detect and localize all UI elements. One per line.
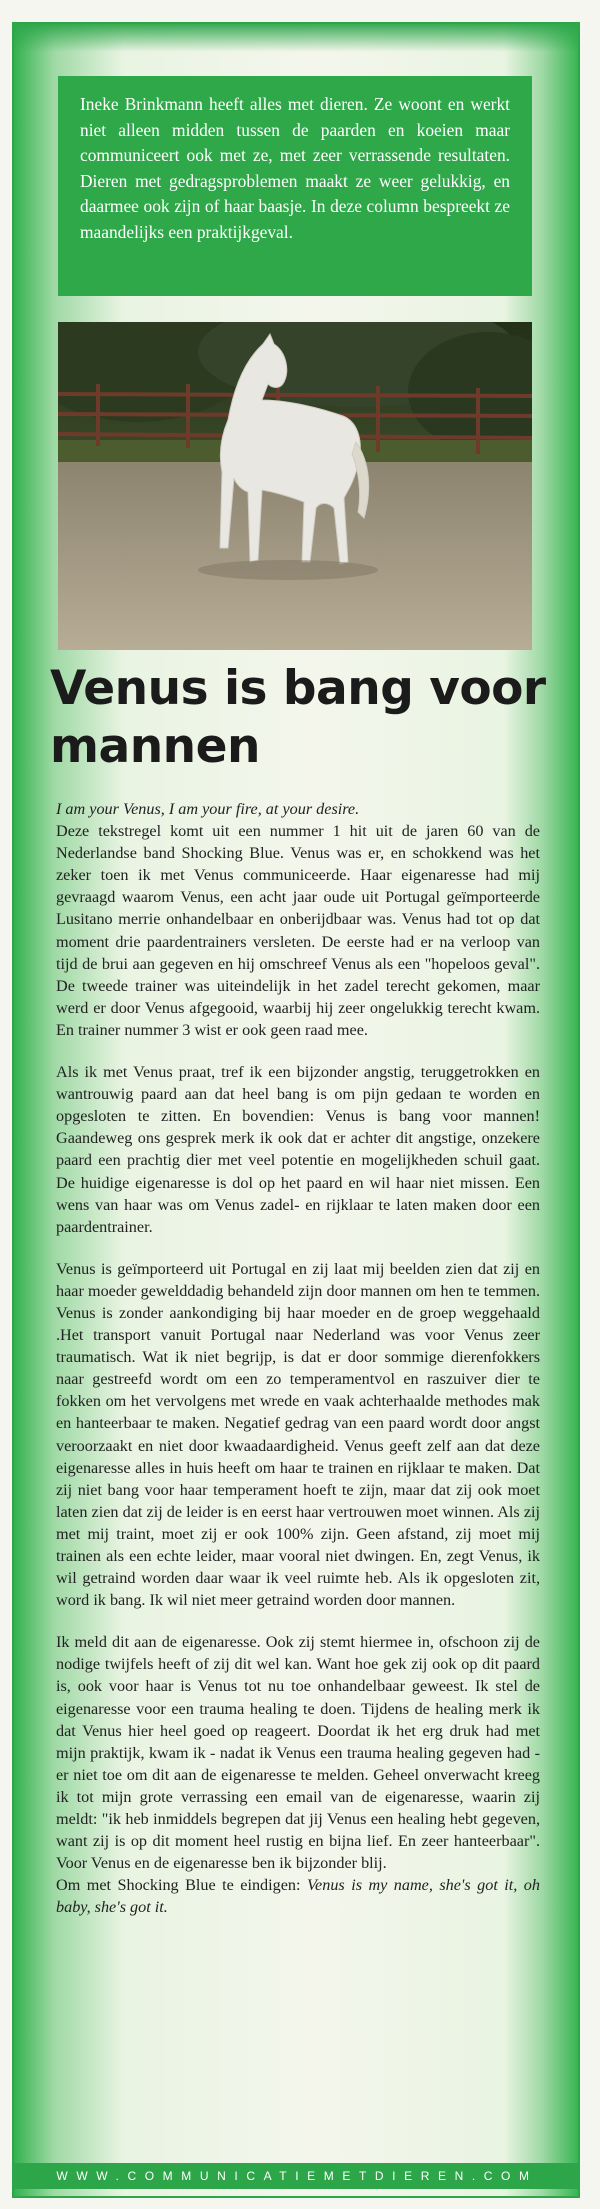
footer-url[interactable]: WWW.COMMUNICATIEMETDIEREN.COM [14, 2163, 580, 2189]
paragraph-3: Venus is geïmporteerd uit Portugal en zij laat mij beelden zien dat zij en haar moeder gewelddadig behandeld zijn door mannen om hen te temmen. Venus is zonder aankondiging bij haar moeder en de groep weggehaald .Het transport vanuit Portugal naar Nederland was voor Venus zeer traumatisch. Wat ik niet begrijp, is dat er door sommige dierenfokkers naar gestreefd wordt om een zo temperamentvol en raszuiver dier te fokken om het vervolgens met wrede en vaak achterhaalde methodes mak en hanteerbaar te maken. Negatief gedrag van een paard wordt door angst veroorzaakt en niet door kwaadaardigheid. Venus geeft zelf aan dat deze eigenaresse alles in huis heeft om haar te trainen en rijklaar te maken. Dat zij niet bang voor haar temperament hoeft te zijn, maar dat zij ook moet laten zien dat zij de leider is en eerst haar vertrouwen moet winnen. Als zij met mij traint, moet zij er ook 100% zijn. Geen afstand, zij moet mij trainen als een echte leider, maar vooral niet dwingen. En, zegt Venus, ik wil getraind worden daar waar ik veel ruimte heb. Als ik opgesloten zit, word ik bang. Ik wil niet meer getraind worden door mannen. [56, 1259, 540, 1610]
intro-box [58, 76, 532, 296]
opening-quote: I am your Venus, I am your fire, at your desire. [56, 800, 360, 818]
paragraph-4: Ik meld dit aan de eigenaresse. Ook zij stemt hiermee in, ofschoon zij de nodige twijfels heeft of zij dit wel kan. Want hoe gek zij ook op dit paard is, ook voor haar is Venus tot nu toe onhandelbaar geweest. Ik stel de eigenaresse voor een trauma healing te doen. Tijdens de healing merk ik dat Venus hier heel goed op reageert. Doordat ik het erg druk had met mijn praktijk, kwam ik - nadat ik Venus een trauma healing gegeven had - er niet toe om dit aan de eigenaresse te melden. Geheel onverwacht kreeg ik tot mijn grote verrassing een email van de eigenaresse, waarin zij meldt: "ik heb inmiddels begrepen dat jij Venus een healing hebt gegeven, want zij is op dit moment heel rustig en bijna lief. En zeer hanteerbaar". Voor Venus en de eigenaresse ben ik bijzonder blij. [56, 1633, 540, 1873]
horse-photo [58, 322, 532, 650]
paragraph-1: Deze tekstregel komt uit een nummer 1 hit uit de jaren 60 van de Nederlandse band Shocking Blue. Venus was er, en schokkend was het zeker toen ik met Venus communiceerde. Haar eigenaresse had mij gevraagd waarom Venus, een acht jaar oude uit Portugal geïmporteerde Lusitano merrie onhandelbaar en onberijdbaar was. Venus had tot op dat moment drie paardentrainers versleten. De eerste had er na verloop van tijd de brui aan gegeven en hij omschreef Venus als een "hopeloos geval". De tweede trainer was uiteindelijk in het zadel terecht gekomen, maar werd er door Venus afgegooid, waarbij hij zeer ongelukkig terecht kwam. En trainer nummer 3 wist er ook geen raad mee. [56, 822, 540, 1039]
article-body [56, 798, 540, 1939]
closing-line: Om met Shocking Blue te eindigen: Venus is my name, she's got it, oh baby, she's got it. [56, 1876, 540, 1917]
horse-illustration [58, 322, 532, 650]
frame-top-fade [12, 22, 580, 52]
intro-text: Ineke Brinkmann heeft alles met dieren. Ze woont en werkt niet alleen midden tussen de paarden en koeien maar communiceert ook met ze, met zeer verrassende resultaten. Dieren met gedragsproblemen maakt ze weer gelukkig, en daarmee ook zijn of haar baasje. In deze column bespreekt ze maandelijks een praktijkgeval. [80, 94, 510, 242]
paragraph-2: Als ik met Venus praat, tref ik een bijzonder angstig, teruggetrokken en wantrouwig paard aan dat heel bang is om pijn gedaan te worden en opgesloten te zitten. En bovendien: Venus is bang voor mannen! Gaandeweg ons gesprek merk ik ook dat er achter dit angstige, onzekere paard een prachtig dier met veel potentie en mogelijkheden schuil gaat. De huidige eigenaresse is dol op het paard en wil haar niet missen. Een wens van haar was om Venus zadel- en rijklaar te laten maken door een paardentrainer. [56, 1063, 540, 1236]
article-headline: Venus is bang voor mannen [50, 661, 546, 774]
